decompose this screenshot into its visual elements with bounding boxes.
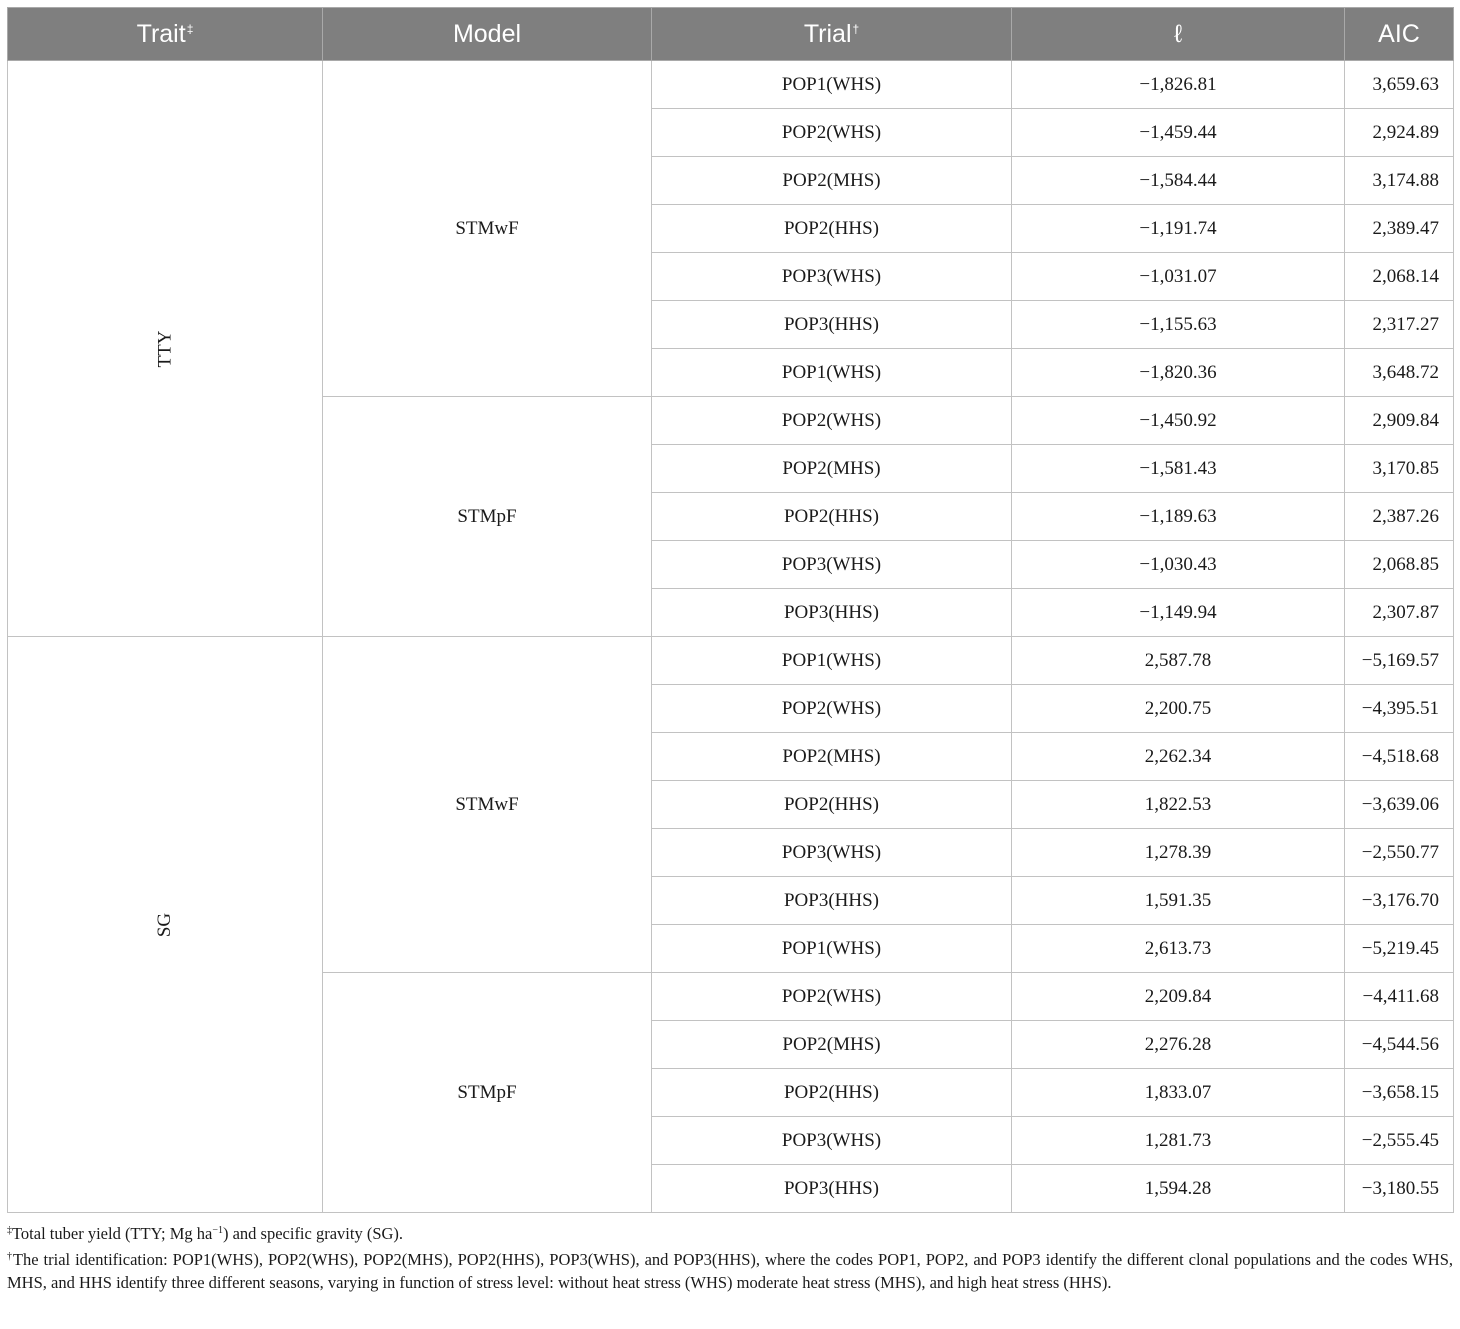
footnote-trial: †The trial identification: POP1(WHS), POP2(WHS), POP2(MHS), POP2(HHS), POP3(WHS), and POP3(HHS), where the codes POP1, POP2, and POP3 identify the different clonal populations and the codes WHS, MHS, and HHS identify three different seasons, varying in function of stress level: without heat stress (WHS) moderate heat stress (MHS), and high heat stress (HHS). <box>7 1250 1453 1292</box>
aic-cell: 3,659.63 <box>1345 61 1454 109</box>
trial-cell: POP3(WHS) <box>652 253 1012 301</box>
loglik-cell: 1,833.07 <box>1012 1069 1345 1117</box>
aic-cell: 2,909.84 <box>1345 397 1454 445</box>
trial-cell: POP3(HHS) <box>652 877 1012 925</box>
trait-cell <box>8 61 323 637</box>
loglik-cell: 1,822.53 <box>1012 781 1345 829</box>
aic-cell: 2,389.47 <box>1345 205 1454 253</box>
model-cell: STMpF <box>323 973 652 1213</box>
loglik-cell: −1,191.74 <box>1012 205 1345 253</box>
trial-cell: POP2(MHS) <box>652 157 1012 205</box>
trait-label: SG <box>153 912 175 937</box>
trial-cell: POP3(HHS) <box>652 301 1012 349</box>
loglik-cell: 2,613.73 <box>1012 925 1345 973</box>
trial-cell: POP3(WHS) <box>652 829 1012 877</box>
aic-cell: −2,550.77 <box>1345 829 1454 877</box>
model-cell: STMpF <box>323 397 652 637</box>
aic-cell: 2,317.27 <box>1345 301 1454 349</box>
header-trait: Trait‡ <box>8 8 323 61</box>
header-aic: AIC <box>1345 8 1454 61</box>
trait-footnote-mark: ‡ <box>186 21 194 36</box>
header-model: Model <box>323 8 652 61</box>
trial-cell: POP2(WHS) <box>652 397 1012 445</box>
loglik-cell: −1,581.43 <box>1012 445 1345 493</box>
aic-cell: −3,176.70 <box>1345 877 1454 925</box>
trait-label: TTY <box>154 330 175 367</box>
aic-cell: 3,648.72 <box>1345 349 1454 397</box>
aic-cell: −3,639.06 <box>1345 781 1454 829</box>
loglik-cell: −1,584.44 <box>1012 157 1345 205</box>
trait-cell <box>8 637 323 1213</box>
loglik-cell: 1,594.28 <box>1012 1165 1345 1213</box>
trial-cell: POP3(HHS) <box>652 589 1012 637</box>
trial-cell: POP1(WHS) <box>652 637 1012 685</box>
aic-cell: −3,658.15 <box>1345 1069 1454 1117</box>
trial-cell: POP3(WHS) <box>652 1117 1012 1165</box>
footnote-trait: ‡Total tuber yield (TTY; Mg $ha^{-1}$) and specific gravity (SG). <box>7 1224 404 1243</box>
loglik-cell: 2,209.84 <box>1012 973 1345 1021</box>
loglik-cell: 2,587.78 <box>1012 637 1345 685</box>
trial-cell: POP2(HHS) <box>652 1069 1012 1117</box>
aic-cell: 3,174.88 <box>1345 157 1454 205</box>
trial-cell: POP3(WHS) <box>652 541 1012 589</box>
loglik-cell: −1,149.94 <box>1012 589 1345 637</box>
loglik-cell: 1,281.73 <box>1012 1117 1345 1165</box>
trial-cell: POP2(HHS) <box>652 205 1012 253</box>
model-cell: STMwF <box>323 637 652 973</box>
header-row <box>8 8 1454 61</box>
table-footnotes <box>7 1219 1453 1294</box>
aic-cell: −4,411.68 <box>1345 973 1454 1021</box>
loglik-cell: −1,155.63 <box>1012 301 1345 349</box>
aic-cell: −4,395.51 <box>1345 685 1454 733</box>
trial-cell: POP2(HHS) <box>652 493 1012 541</box>
loglik-cell: −1,189.63 <box>1012 493 1345 541</box>
aic-cell: −4,544.56 <box>1345 1021 1454 1069</box>
aic-cell: 2,387.26 <box>1345 493 1454 541</box>
aic-cell: 2,068.85 <box>1345 541 1454 589</box>
trial-cell: POP2(WHS) <box>652 685 1012 733</box>
trial-cell: POP2(MHS) <box>652 1021 1012 1069</box>
aic-cell: −2,555.45 <box>1345 1117 1454 1165</box>
aic-cell: −3,180.55 <box>1345 1165 1454 1213</box>
loglik-cell: 2,200.75 <box>1012 685 1345 733</box>
loglik-cell: 2,276.28 <box>1012 1021 1345 1069</box>
aic-cell: 2,068.14 <box>1345 253 1454 301</box>
aic-cell: −5,219.45 <box>1345 925 1454 973</box>
aic-cell: 3,170.85 <box>1345 445 1454 493</box>
trial-cell: POP2(HHS) <box>652 781 1012 829</box>
table-row <box>8 637 1454 685</box>
trial-cell: POP2(MHS) <box>652 445 1012 493</box>
aic-cell: −5,169.57 <box>1345 637 1454 685</box>
loglik-cell: −1,459.44 <box>1012 109 1345 157</box>
loglik-cell: −1,031.07 <box>1012 253 1345 301</box>
trial-cell: POP1(WHS) <box>652 925 1012 973</box>
trial-cell: POP3(HHS) <box>652 1165 1012 1213</box>
aic-cell: 2,924.89 <box>1345 109 1454 157</box>
model-comparison-table <box>7 7 1454 1213</box>
trial-cell: POP2(WHS) <box>652 973 1012 1021</box>
trial-cell: POP2(MHS) <box>652 733 1012 781</box>
trial-cell: POP1(WHS) <box>652 349 1012 397</box>
loglik-cell: 1,278.39 <box>1012 829 1345 877</box>
trial-footnote-mark: † <box>852 21 860 36</box>
loglik-cell: −1,450.92 <box>1012 397 1345 445</box>
trial-cell: POP2(WHS) <box>652 109 1012 157</box>
table-row <box>8 61 1454 109</box>
table-container <box>7 7 1453 1294</box>
loglik-cell: 1,591.35 <box>1012 877 1345 925</box>
table-body <box>8 61 1454 1213</box>
header-loglik: ℓ <box>1012 8 1345 61</box>
trial-cell: POP1(WHS) <box>652 61 1012 109</box>
loglik-cell: −1,826.81 <box>1012 61 1345 109</box>
loglik-cell: −1,820.36 <box>1012 349 1345 397</box>
loglik-cell: −1,030.43 <box>1012 541 1345 589</box>
model-cell: STMwF <box>323 61 652 397</box>
loglik-cell: 2,262.34 <box>1012 733 1345 781</box>
header-trial: Trial† <box>652 8 1012 61</box>
aic-cell: −4,518.68 <box>1345 733 1454 781</box>
aic-cell: 2,307.87 <box>1345 589 1454 637</box>
